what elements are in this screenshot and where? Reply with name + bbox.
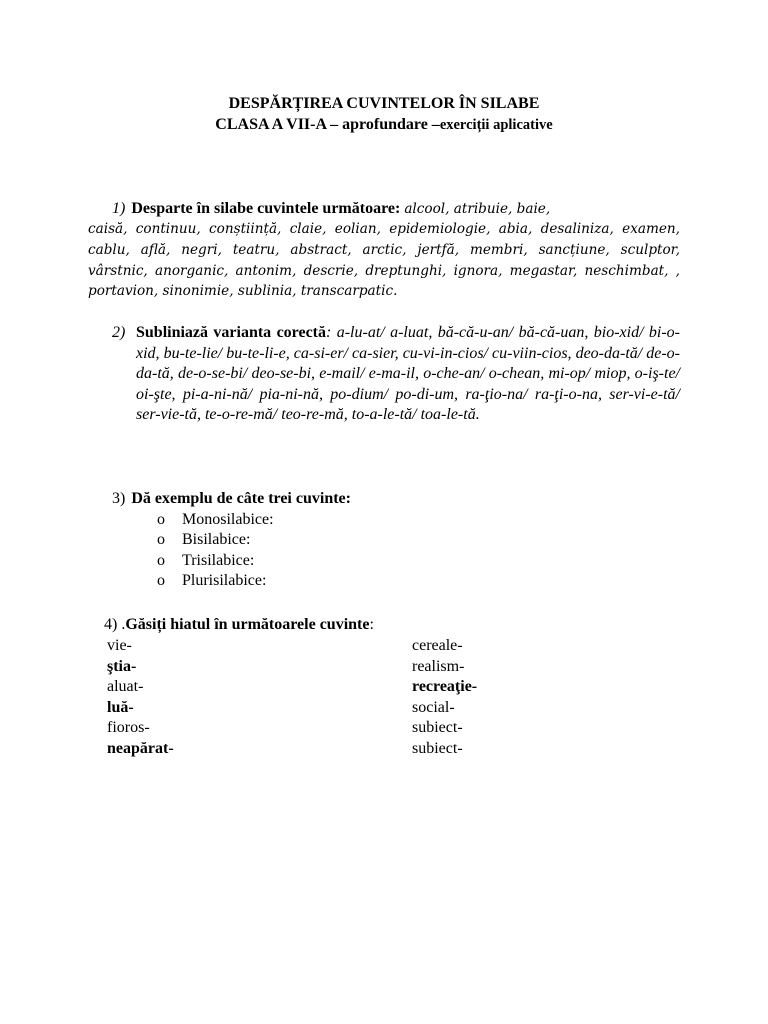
exercise-3-number: 3) xyxy=(112,490,126,507)
subtitle-small: exerciții aplicative xyxy=(439,117,553,133)
bullet-icon: o xyxy=(157,531,165,548)
word-item: luă- xyxy=(107,698,134,716)
list-item xyxy=(112,551,512,572)
exercise-2 xyxy=(112,323,680,426)
subtitle-main: CLASA A VII-A – aprofundare – xyxy=(215,116,440,133)
exercise-3-instruction: Dă exemplu de câte trei cuvinte: xyxy=(131,490,351,507)
exercise-2-text xyxy=(136,323,680,426)
word-item: social- xyxy=(412,698,455,716)
word-item: cereale- xyxy=(412,637,463,654)
word-item: recreaţie- xyxy=(412,678,478,695)
exercise-1-instruction: Desparte în silabe cuvintele următoare: xyxy=(131,200,401,217)
exercise-1-words-first: alcool, atribuie, baie, xyxy=(404,201,551,217)
exercise-1-number: 1) xyxy=(112,200,126,217)
exercise-4-colon: : xyxy=(369,616,374,633)
exercise-3-list xyxy=(112,510,512,592)
word-item: neapărat- xyxy=(107,739,174,757)
exercise-4-instruction: Găsiți hiatul în următoarele cuvinte xyxy=(125,616,370,633)
list-item xyxy=(112,571,512,592)
word-item: realism- xyxy=(412,657,465,675)
exercise-2-instruction: Subliniază varianta corectă xyxy=(136,324,327,341)
word-item: aluat- xyxy=(107,678,144,695)
exercise-4-right-column xyxy=(412,636,477,759)
exercise-4-left-column xyxy=(107,636,174,759)
list-item xyxy=(112,510,512,531)
exercise-2-number: 2) xyxy=(112,324,126,341)
list-item-label: Bisilabice: xyxy=(182,531,251,548)
word-item: subiect- xyxy=(412,719,463,736)
bullet-icon: o xyxy=(157,510,165,528)
document-subtitle xyxy=(0,115,768,135)
exercise-3 xyxy=(112,489,512,592)
exercise-4-heading xyxy=(104,615,504,636)
word-item: fioros- xyxy=(107,719,150,736)
word-item: ştia- xyxy=(107,657,137,675)
document-title: DESPĂRȚIREA CUVINTELOR ÎN SILABE xyxy=(228,95,540,112)
bullet-icon: o xyxy=(157,551,165,569)
word-item: subiect- xyxy=(412,739,463,757)
list-item-label: Trisilabice: xyxy=(182,551,255,569)
word-item: vie- xyxy=(107,637,132,654)
exercise-3-heading xyxy=(112,489,512,510)
list-item xyxy=(112,530,512,551)
exercise-4-number: 4) . xyxy=(104,616,126,633)
exercise-1-heading xyxy=(112,199,672,220)
list-item-label: Plurisilabice: xyxy=(182,572,267,589)
exercise-1-words: caisă, continuu, conștiință, claie, eolian, epidemiologie, abia, desaliniza, examen, cablu, află, negri, teatru, abstract, arctic, jertfă, membri, sancțiune, sculptor, vârstnic, anorganic, antonim, descrie, dreptunghi, ignora, megastar, neschimbat, , portavion, sinonimie, sublinia, transcarpatic. xyxy=(88,221,680,300)
bullet-icon: o xyxy=(157,572,165,589)
list-item-label: Monosilabice: xyxy=(182,510,274,528)
exercise-2-options: : a-lu-at/ a-luat, bă-că-u-an/ bă-că-uan, bio-xid/ bi-o-xid, bu-te-lie/ bu-te-li-e, ca-si-er/ ca-sier, cu-vi-in-cios/ cu-viin-cios, deo-da-tă/ de-o-da-tă, de-o-se-bi/ deo-se-bi, e-mail/ e-ma-il, o-che-an/ o-chean, mi-op/ miop, o-iş-te/ oi-şte, pi-a-ni-nă/ pia-ni-nă, po-dium/ po-di-um, ra-ţio-na/ ra-ţi-o-na, ser-vi-e-tă/ ser-vie-tă, te-o-re-mă/ teo-re-mă, to-a-le-tă/ toa-le-tă. xyxy=(136,324,680,423)
